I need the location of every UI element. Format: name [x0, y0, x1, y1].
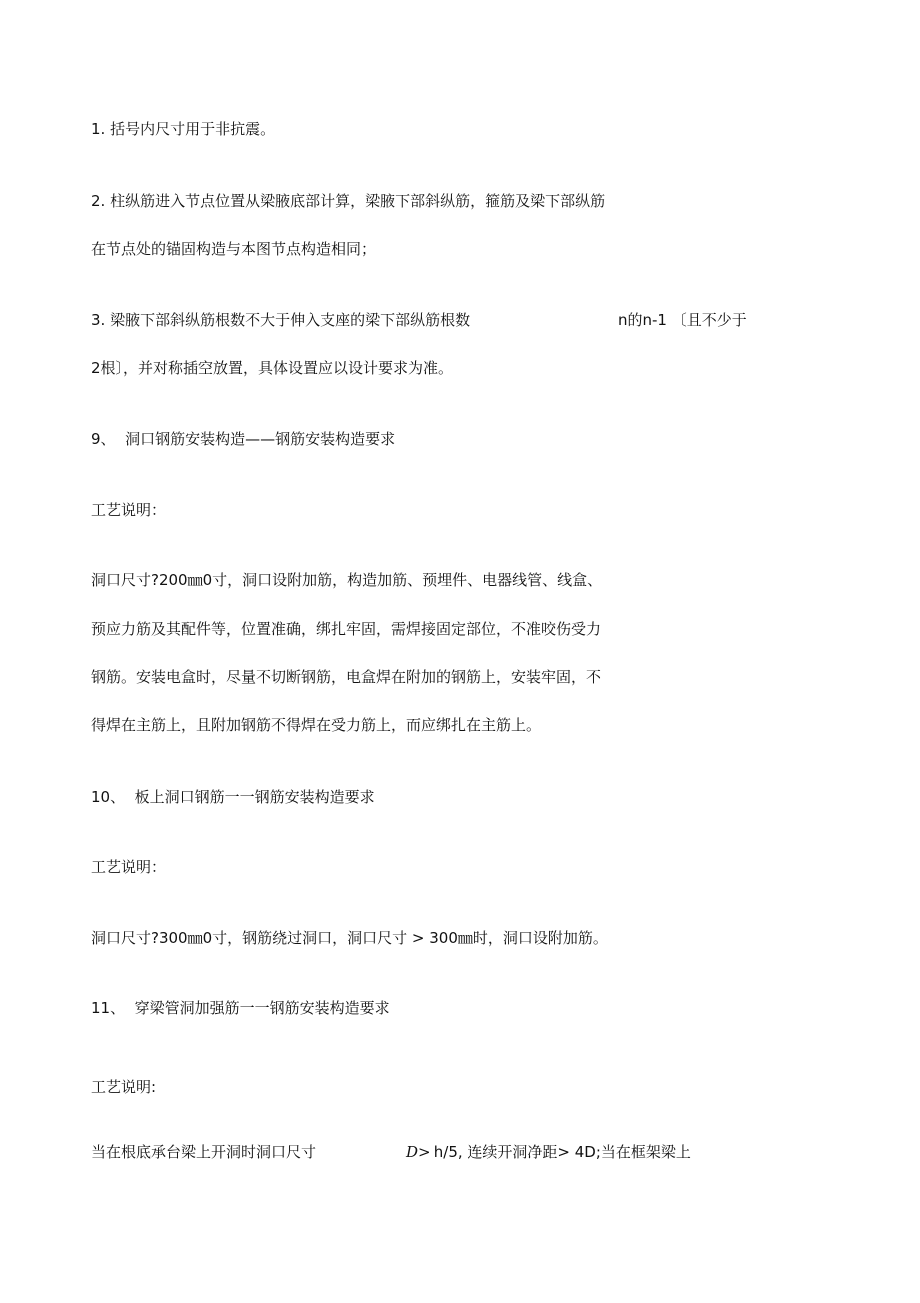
section-9-heading: 9、 洞口钢筋安装构造——钢筋安装构造要求 [91, 430, 396, 448]
section-11-line-1 [91, 1142, 791, 1162]
section-9-line-1: 洞口尺寸?200㎜0寸，洞口设附加筋，构造加筋、预埋件、电器线管、线盒、 [91, 571, 603, 589]
section-9-line-4: 得焊在主筋上，且附加钢筋不得焊在受力筋上，而应绑扎在主筋上。 [91, 716, 542, 734]
note-3-line-1 [91, 310, 791, 330]
note-3-line-2: 2根〕，并对称插空放置，具体设置应以设计要求为准。 [91, 359, 454, 377]
section-10-heading: 10、 板上洞口钢筋一一钢筋安装构造要求 [91, 788, 375, 806]
section-11-text: 当在根底承台梁上开洞时洞口尺寸 [91, 1143, 317, 1161]
section-11-label: 工艺说明: [91, 1078, 157, 1096]
section-9-label: 工艺说明： [91, 501, 167, 519]
note-3-text: 3. 梁腋下部斜纵筋根数不大于伸入支座的梁下部纵筋根数 [91, 311, 471, 329]
section-11-diameter-symbol: D> [406, 1143, 431, 1161]
section-10-label: 工艺说明： [91, 858, 167, 876]
note-3-ratio: n的n-1 〔且不少于 [618, 311, 747, 329]
section-11-heading: 11、 穿梁管洞加强筋一一钢筋安装构造要求 [91, 999, 390, 1017]
note-2-line-1: 2. 柱纵筋进入节点位置从梁腋底部计算，梁腋下部斜纵筋，箍筋及梁下部纵筋 [91, 192, 606, 210]
note-1: 1. 括号内尺寸用于非抗震。 [91, 120, 276, 138]
section-11-condition: h/5, 连续开洞净距> 4D;当在框架梁上 [429, 1143, 691, 1161]
section-10-line-1: 洞口尺寸?300㎜0寸，钢筋绕过洞口，洞口尺寸 > 300㎜时，洞口设附加筋。 [91, 929, 608, 947]
note-2-line-2: 在节点处的锚固构造与本图节点构造相同； [91, 240, 377, 258]
section-9-line-2: 预应力筋及其配件等，位置准确，绑扎牢固，需焊接固定部位，不准咬伤受力 [91, 620, 602, 638]
section-9-line-3: 钢筋。安装电盒时，尽量不切断钢筋，电盒焊在附加的钢筋上，安装牢固，不 [91, 668, 602, 686]
